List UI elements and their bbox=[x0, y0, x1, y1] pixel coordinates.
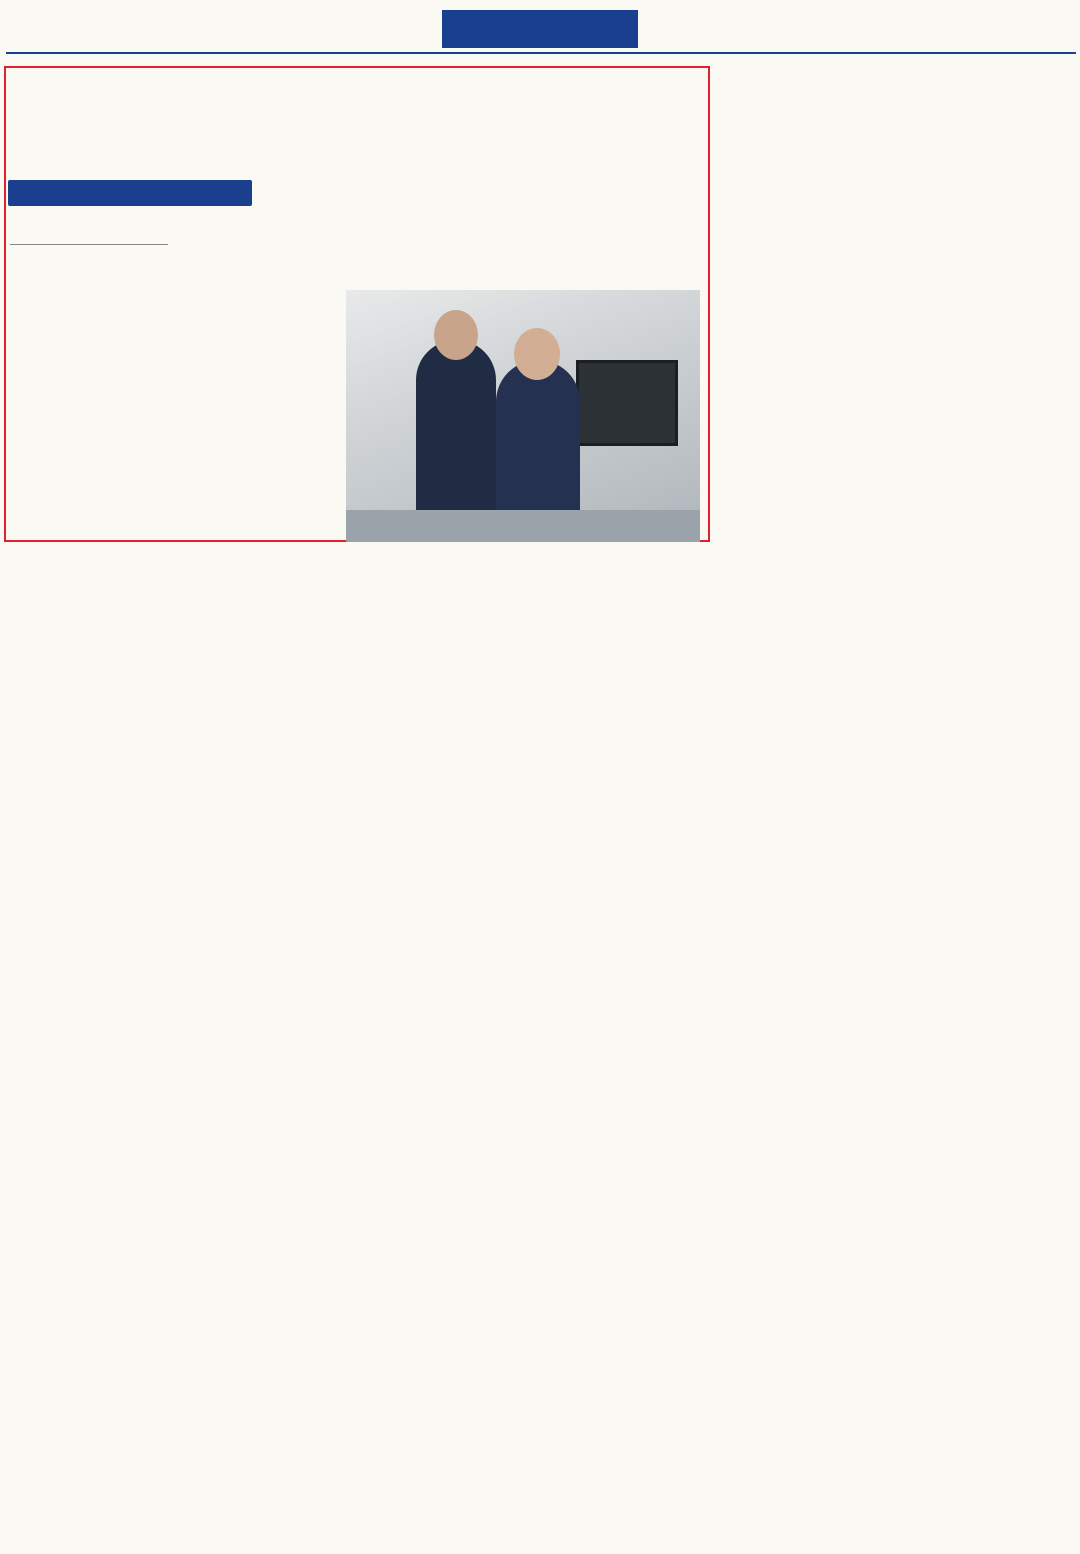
profile-text bbox=[346, 184, 700, 268]
desk bbox=[346, 510, 700, 542]
monitor bbox=[576, 360, 678, 446]
masthead-rule bbox=[6, 52, 1076, 54]
person-right-head bbox=[514, 328, 560, 380]
section-banner bbox=[442, 10, 638, 48]
masthead bbox=[0, 0, 1080, 60]
lead-column-1 bbox=[10, 250, 170, 532]
byline-rule bbox=[10, 244, 168, 245]
profile-box bbox=[346, 180, 700, 280]
lead-photo bbox=[346, 290, 700, 542]
lead-column-2 bbox=[178, 180, 338, 532]
person-left-head bbox=[434, 310, 478, 360]
